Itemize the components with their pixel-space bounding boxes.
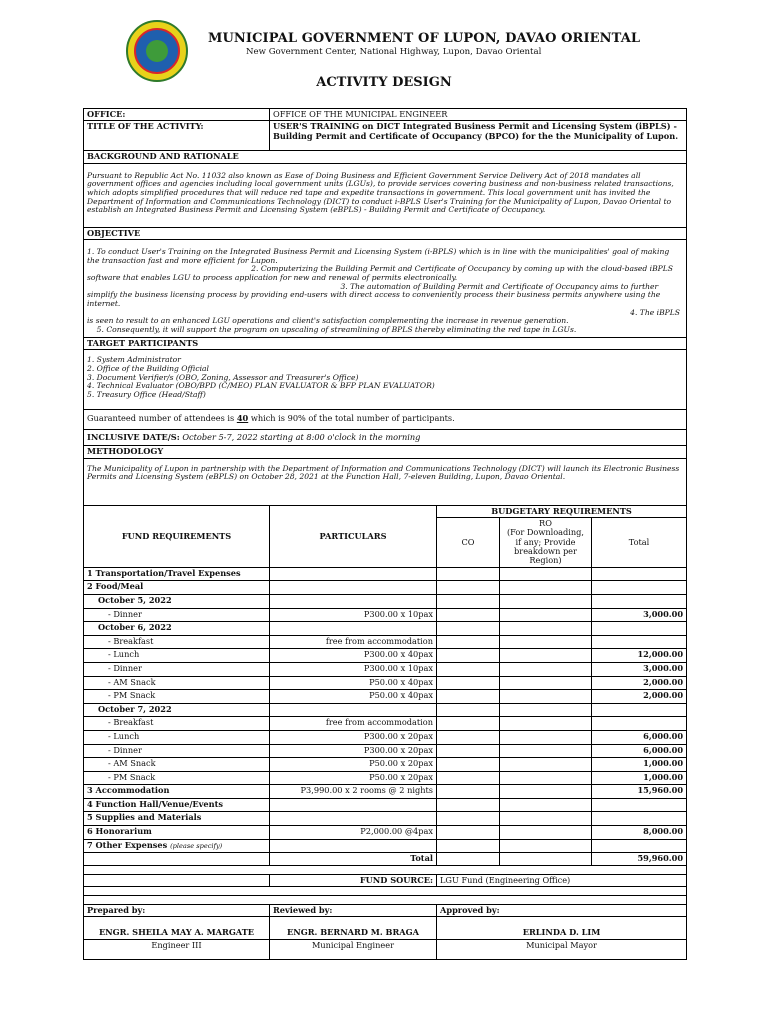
document-title: ACTIVITY DESIGN <box>316 75 452 90</box>
budget-row-total: 1,000.00 <box>592 758 687 772</box>
budget-row-total: 8,000.00 <box>592 826 687 840</box>
budget-total-value: 59,960.00 <box>592 853 687 865</box>
budget-row-label: - AM Snack <box>84 758 270 772</box>
budget-row-co <box>437 758 500 772</box>
co-header: CO <box>437 518 500 568</box>
budget-row-total: 12,000.00 <box>592 649 687 663</box>
budget-row <box>84 771 687 785</box>
budget-row-total <box>592 622 687 636</box>
budget-row-particulars <box>270 839 437 853</box>
budget-row-co <box>437 608 500 622</box>
fund-source-label: FUND SOURCE: <box>270 874 437 886</box>
budget-row <box>84 608 687 622</box>
budget-row-note: (please specify) <box>170 841 223 850</box>
budget-row-ro <box>500 581 592 595</box>
ro-header-note: (For Downloading, if any; Provide breakdown per Region) <box>506 527 585 566</box>
fund-source-row <box>84 874 687 886</box>
municipality-address: New Government Center, National Highway, Lupon, Davao Oriental <box>246 47 542 57</box>
budget-row-label: 7 Other Expenses (please specify) <box>84 839 270 853</box>
budget-row <box>84 676 687 690</box>
budget-row-ro <box>500 717 592 731</box>
signatory-labels-row <box>84 904 687 916</box>
budget-row-label: - Lunch <box>84 730 270 744</box>
fund-source-value: LGU Fund (Engineering Office) <box>437 874 687 886</box>
budget-row-ro <box>500 649 592 663</box>
activity-title-value: USER'S TRAINING on DICT Integrated Business Permit and Licensing System (iBPLS) - Building Permit and Certificate of Occupancy (BPCO) for the the Municipality of Lupon. <box>270 121 687 151</box>
budget-row-particulars: P300.00 x 10pax <box>270 608 437 622</box>
budget-row <box>84 662 687 676</box>
budget-row-label: 6 Honorarium <box>84 826 270 840</box>
municipality-title: MUNICIPAL GOVERNMENT OF LUPON, DAVAO ORIENTAL <box>208 31 641 46</box>
prepared-by-label: Prepared by: <box>84 904 270 916</box>
budget-row-label: - Dinner <box>84 744 270 758</box>
budget-row-label: - Dinner <box>84 662 270 676</box>
budgetary-requirements-header: BUDGETARY REQUIREMENTS <box>437 505 687 517</box>
budget-row-particulars <box>270 594 437 608</box>
budget-row-ro <box>500 771 592 785</box>
budget-row-co <box>437 635 500 649</box>
reviewed-by-name: ENGR. BERNARD M. BRAGA <box>270 917 437 939</box>
budget-row-ro <box>500 567 592 581</box>
budget-row-particulars: P300.00 x 40pax <box>270 649 437 663</box>
budget-row-label: October 6, 2022 <box>84 622 270 636</box>
budget-row-total <box>592 717 687 731</box>
budget-row-particulars <box>270 567 437 581</box>
prepared-by-position: Engineer III <box>84 939 270 959</box>
budget-row-ro <box>500 635 592 649</box>
budget-row-label: 2 Food/Meal <box>84 581 270 595</box>
budget-row-total <box>592 798 687 812</box>
budget-row-total: 1,000.00 <box>592 771 687 785</box>
budget-row-co <box>437 785 500 799</box>
budget-row-label: - PM Snack <box>84 690 270 704</box>
budget-row-particulars <box>270 812 437 826</box>
budget-row-label: October 5, 2022 <box>84 594 270 608</box>
inclusive-dates-value: October 5-7, 2022 starting at 8:00 o'clock in the morning <box>182 432 421 443</box>
budget-row <box>84 635 687 649</box>
budget-row-particulars <box>270 622 437 636</box>
budget-row-ro <box>500 662 592 676</box>
budget-row-label: - Breakfast <box>84 717 270 731</box>
document-header <box>0 0 768 100</box>
seal-emblem <box>146 40 168 62</box>
budget-row <box>84 703 687 717</box>
budget-row-co <box>437 622 500 636</box>
budget-row-label: 4 Function Hall/Venue/Events <box>84 798 270 812</box>
budget-row-particulars: P300.00 x 10pax <box>270 662 437 676</box>
activity-title-row <box>84 121 687 151</box>
budget-row <box>84 798 687 812</box>
budget-row-co <box>437 744 500 758</box>
budget-row-co <box>437 812 500 826</box>
approved-by-position: Municipal Mayor <box>437 939 687 959</box>
budget-row-co <box>437 581 500 595</box>
office-label: OFFICE: <box>84 109 270 121</box>
budget-total-label: Total <box>270 853 437 865</box>
budget-row-ro <box>500 826 592 840</box>
budget-row-label: - Breakfast <box>84 635 270 649</box>
budget-row-particulars <box>270 703 437 717</box>
budget-row <box>84 690 687 704</box>
budget-row-particulars: P300.00 x 20pax <box>270 744 437 758</box>
budget-row-total <box>592 567 687 581</box>
budget-row-particulars: P50.00 x 20pax <box>270 758 437 772</box>
budget-row <box>84 812 687 826</box>
budget-row <box>84 717 687 731</box>
budget-row <box>84 581 687 595</box>
budget-row <box>84 826 687 840</box>
budget-row-particulars: P50.00 x 40pax <box>270 690 437 704</box>
budget-row-total <box>592 839 687 853</box>
office-value: OFFICE OF THE MUNICIPAL ENGINEER <box>270 109 687 121</box>
activity-design-table <box>83 108 687 960</box>
budget-row-ro <box>500 690 592 704</box>
budget-row-label: - AM Snack <box>84 676 270 690</box>
budget-row-co <box>437 839 500 853</box>
budget-row-label: - Dinner <box>84 608 270 622</box>
budget-row-label: October 7, 2022 <box>84 703 270 717</box>
municipal-seal-logo <box>126 20 188 82</box>
approved-by-label: Approved by: <box>437 904 687 916</box>
budget-row-label: 5 Supplies and Materials <box>84 812 270 826</box>
background-heading: BACKGROUND AND RATIONALE <box>84 151 687 163</box>
budget-row-co <box>437 662 500 676</box>
participants-heading: TARGET PARTICIPANTS <box>84 338 687 350</box>
total-header: Total <box>592 518 687 568</box>
budget-row-label: - Lunch <box>84 649 270 663</box>
budget-row-ro <box>500 594 592 608</box>
reviewed-by-position: Municipal Engineer <box>270 939 437 959</box>
budget-row <box>84 839 687 853</box>
budget-row-ro <box>500 812 592 826</box>
budget-row-label: 3 Accommodation <box>84 785 270 799</box>
budget-row-total <box>592 635 687 649</box>
budget-row-ro <box>500 730 592 744</box>
budget-row-ro <box>500 798 592 812</box>
budget-row-co <box>437 826 500 840</box>
budget-row <box>84 744 687 758</box>
attendees-note: Guaranteed number of attendees is 40 which is 90% of the total number of participants. <box>84 410 687 430</box>
budget-row <box>84 622 687 636</box>
budget-row-particulars: P2,000.00 @4pax <box>270 826 437 840</box>
budget-row-total: 2,000.00 <box>592 676 687 690</box>
budget-row-total: 3,000.00 <box>592 608 687 622</box>
budget-row-co <box>437 567 500 581</box>
signatory-names-row <box>84 917 687 939</box>
budget-row-ro <box>500 758 592 772</box>
budget-row-ro <box>500 785 592 799</box>
budget-row-ro <box>500 676 592 690</box>
budget-row-label: - PM Snack <box>84 771 270 785</box>
ro-header: RO (For Downloading, if any; Provide breakdown per Region) <box>500 518 592 568</box>
background-text: Pursuant to Republic Act No. 11032 also known as Ease of Doing Business and Efficient Government Service Delivery Act of 2018 mandates all government offices and agencies including local government units (LGUs), to provide services covering business and non-business related transactions, which adopts simplified procedures that will reduce red tape and expedite transactions in government. This local government unit has invited the Department of Information and Communications Technology (DICT) to conduct i-BPLS User's Training for the Municipality of Lupon, Davao Oriental to establish an Integrated Business Permit and Licensing System (eBPLS) - Building Permit and Certificate of Occupancy. <box>84 163 687 227</box>
budget-row-co <box>437 690 500 704</box>
seal-ring <box>134 28 180 74</box>
methodology-text: The Municipality of Lupon in partnership with the Department of Information and Communications Technology (DICT) will launch its Electronic Business Permits and Licensing System (eBPLS) on October 28, 2021 at the Function Hall, 7-eleven Building, Lupon, Davao Oriental. <box>84 458 687 505</box>
budget-row-total <box>592 703 687 717</box>
participants-list: 1. System Administrator 2. Office of the Building Official 3. Document Verifier/s (OBO, Zoning, Assessor and Treasurer's Office) 4. Technical Evaluator (OBO/BPD (C/MEO) PLAN EVALUATOR & BFP PLAN EVALUATOR) 5. Treasury Office (Head/Staff) <box>84 350 687 410</box>
budget-row <box>84 649 687 663</box>
budget-row-ro <box>500 608 592 622</box>
budget-row-particulars: P3,990.00 x 2 rooms @ 2 nights <box>270 785 437 799</box>
methodology-heading: METHODOLOGY <box>84 446 687 458</box>
budget-row-ro <box>500 839 592 853</box>
fund-requirements-header: FUND REQUIREMENTS <box>84 505 270 567</box>
budget-row-co <box>437 649 500 663</box>
objective-text: 1. To conduct User's Training on the Integrated Business Permit and Licensing System (i-BPLS) which is in line with the municipalities' goal of making the transaction fast and more efficient for Lupon. 2. Computerizing the Building Permit and Certificate of Occupancy by coming up with the cloud-based iBPLS software that enables LGU to process application for new and renewal of permits electronically. 3. The automation of Building Permit and Certificate of Occupancy aims to further simplify the business licensing process by providing end-users with direct access to conveniently process their business permits anywhere using the internet. 4. The iBPLS is seen to result to an enhanced LGU operations and client's satisfaction complementing the increase in revenue generation. 5. Consequently, it will support the program on upscaling of streamlining of BPLS thereby eliminating the red tape in LGUs. <box>84 240 687 338</box>
budget-row-total: 3,000.00 <box>592 662 687 676</box>
office-row <box>84 109 687 121</box>
budget-rows <box>84 567 687 852</box>
budget-row <box>84 730 687 744</box>
signatory-positions-row <box>84 939 687 959</box>
budget-row <box>84 567 687 581</box>
budget-header-row <box>84 505 687 517</box>
budget-row-label: 1 Transportation/Travel Expenses <box>84 567 270 581</box>
budget-row-ro <box>500 744 592 758</box>
budget-row-total <box>592 594 687 608</box>
budget-row-particulars: P50.00 x 20pax <box>270 771 437 785</box>
approved-by-name: ERLINDA D. LIM <box>437 917 687 939</box>
budget-row <box>84 758 687 772</box>
budget-row-particulars: P50.00 x 40pax <box>270 676 437 690</box>
prepared-by-name: ENGR. SHEILA MAY A. MARGATE <box>84 917 270 939</box>
budget-row <box>84 594 687 608</box>
budget-row-co <box>437 771 500 785</box>
budget-row-co <box>437 594 500 608</box>
budget-row-particulars <box>270 798 437 812</box>
budget-row-particulars: free from accommodation <box>270 635 437 649</box>
budget-row-particulars <box>270 581 437 595</box>
budget-row <box>84 785 687 799</box>
particulars-header: PARTICULARS <box>270 505 437 567</box>
budget-row-co <box>437 717 500 731</box>
budget-row-ro <box>500 703 592 717</box>
budget-row-ro <box>500 622 592 636</box>
budget-row-total: 6,000.00 <box>592 744 687 758</box>
objective-heading: OBJECTIVE <box>84 227 687 239</box>
budget-row-total <box>592 812 687 826</box>
attendees-count: 40 <box>236 413 249 424</box>
budget-row-total: 2,000.00 <box>592 690 687 704</box>
budget-row-total: 15,960.00 <box>592 785 687 799</box>
activity-title-label: TITLE OF THE ACTIVITY: <box>84 121 270 151</box>
budget-row-co <box>437 798 500 812</box>
budget-row-total <box>592 581 687 595</box>
reviewed-by-label: Reviewed by: <box>270 904 437 916</box>
budget-row-particulars: free from accommodation <box>270 717 437 731</box>
budget-row-particulars: P300.00 x 20pax <box>270 730 437 744</box>
inclusive-dates: INCLUSIVE DATE/S: October 5-7, 2022 starting at 8:00 o'clock in the morning <box>84 430 687 446</box>
budget-total-row <box>84 853 687 865</box>
budget-row-co <box>437 676 500 690</box>
budget-row-total: 6,000.00 <box>592 730 687 744</box>
budget-row-co <box>437 703 500 717</box>
budget-row-co <box>437 730 500 744</box>
